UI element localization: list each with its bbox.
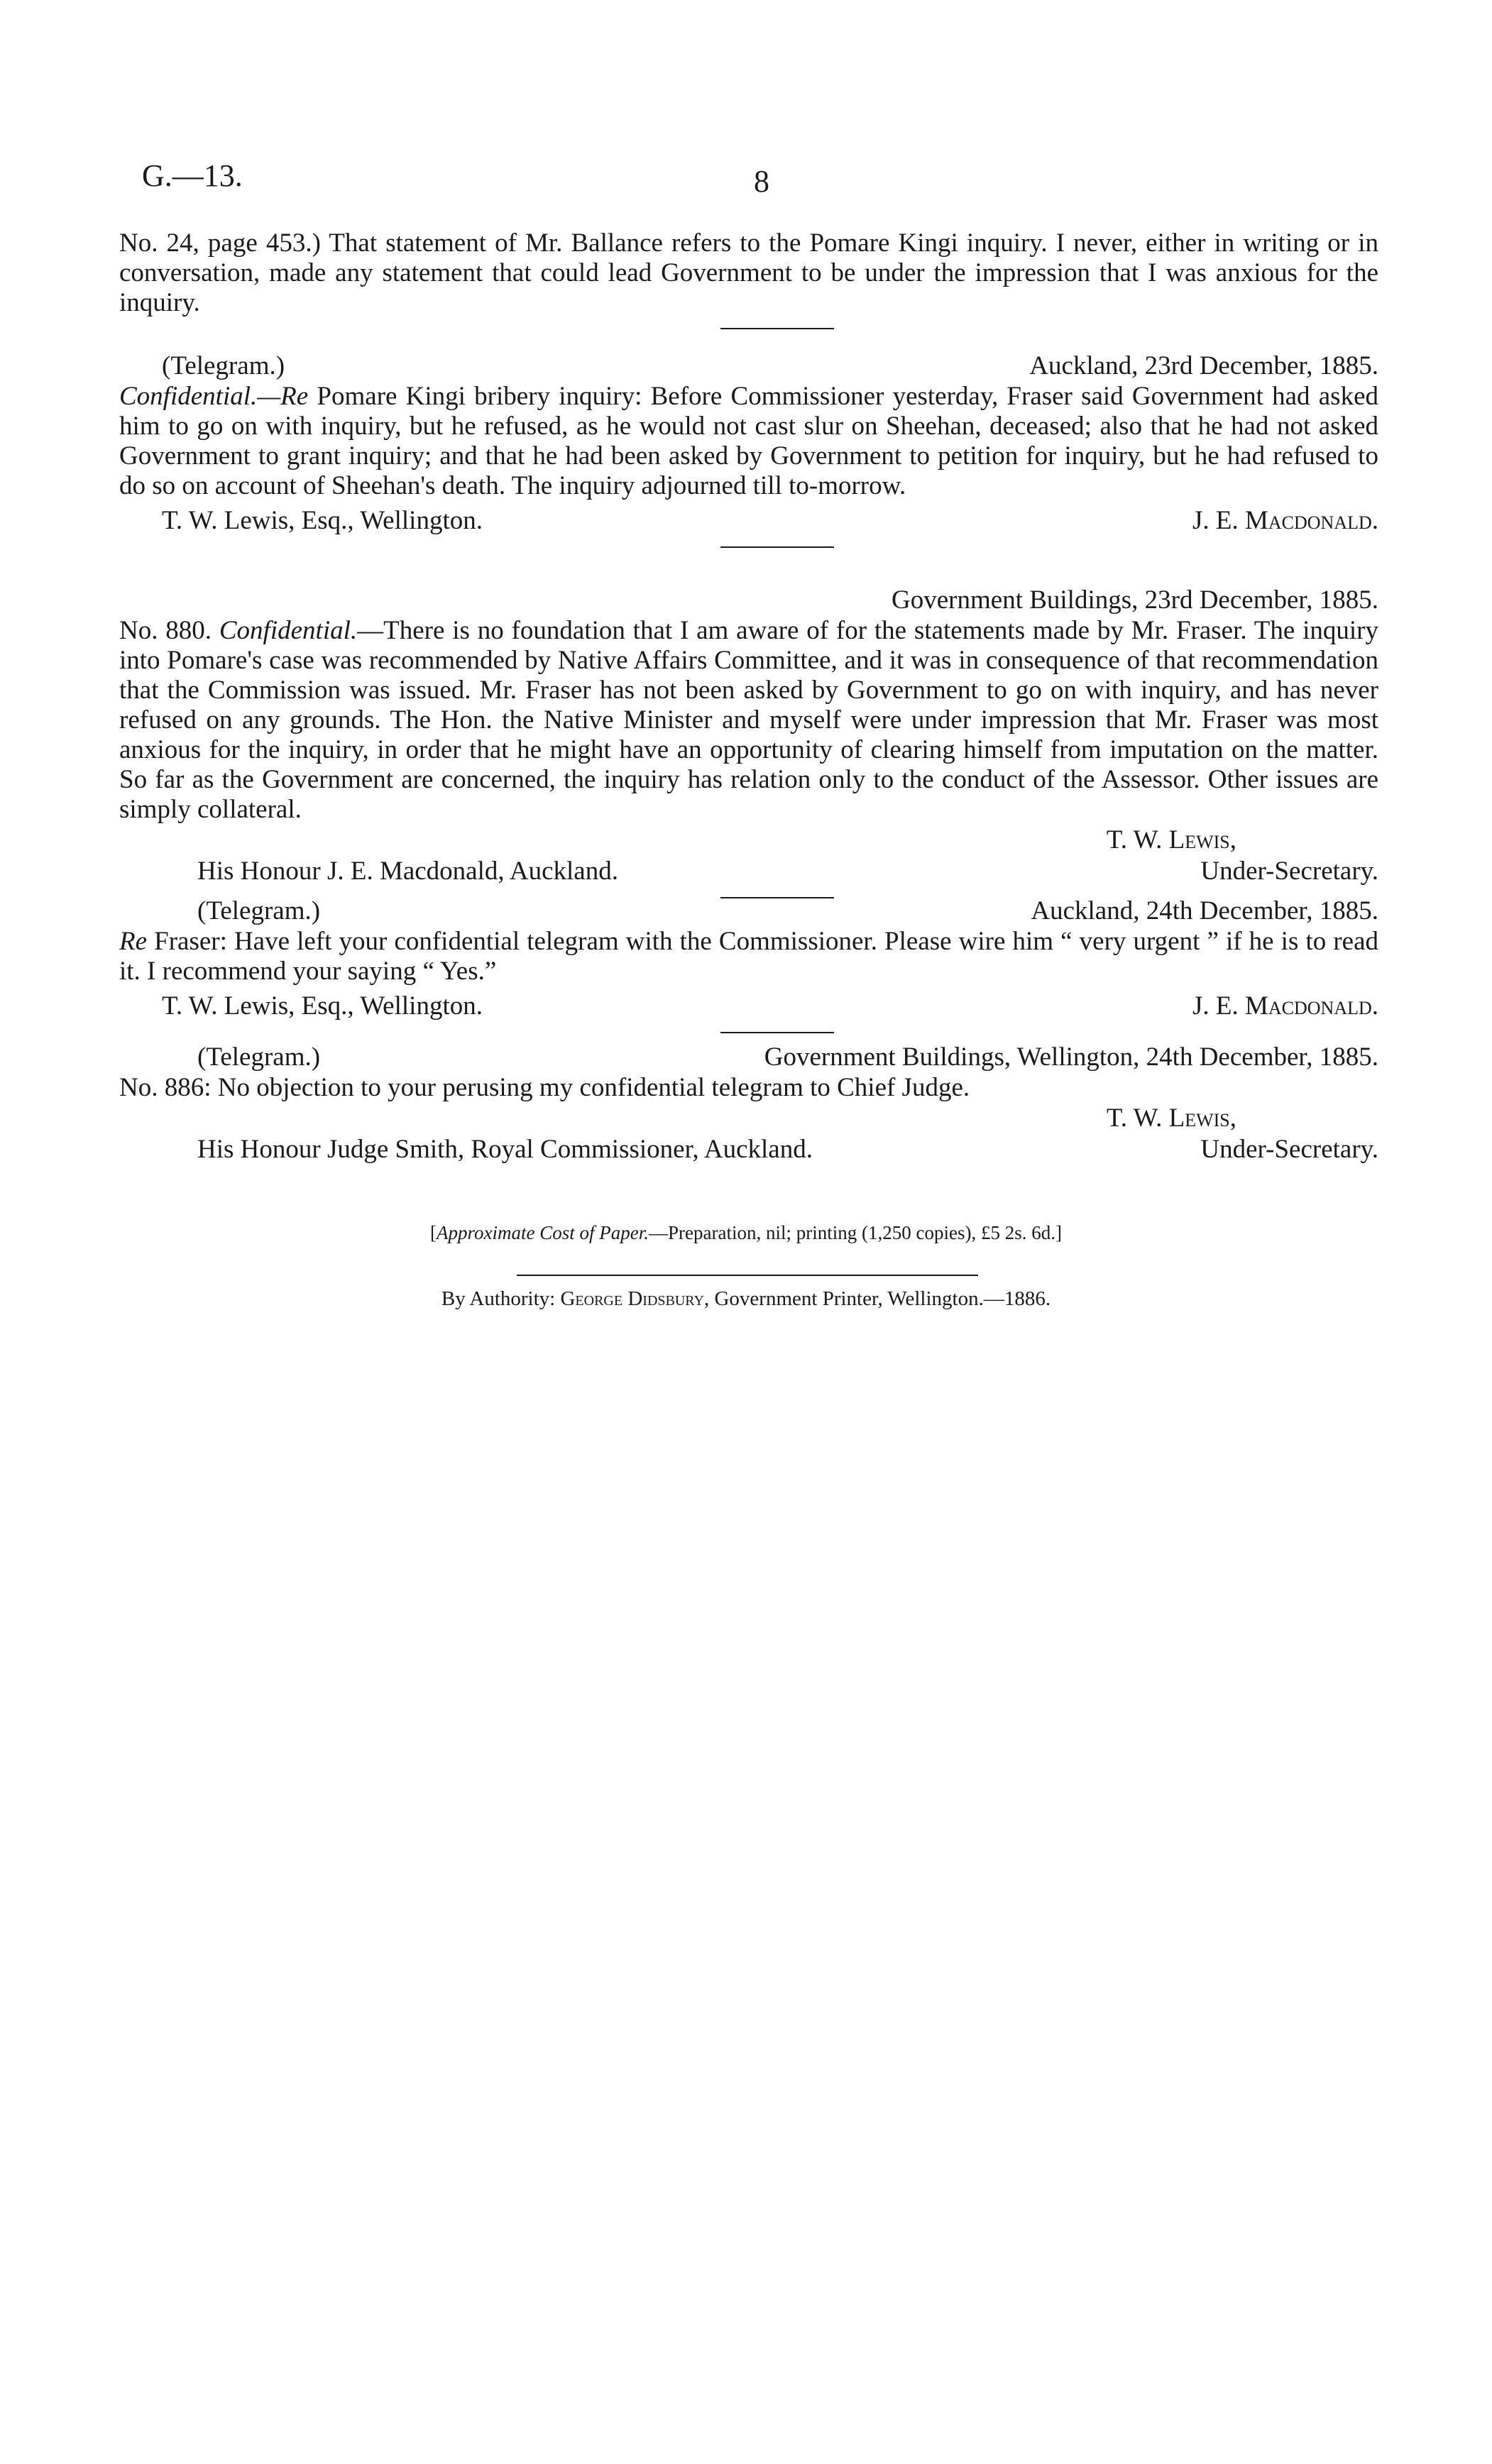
letter-880	[119, 585, 1378, 908]
letter-880-lead: Confidential.	[219, 616, 358, 645]
letter-880-place-date: Government Buildings, 23rd December, 1885.	[892, 585, 1378, 615]
telegram-1-heading	[119, 351, 1378, 382]
letter-880-footer	[119, 856, 1378, 887]
letter-880-number: No. 880.	[119, 616, 212, 645]
intro-paragraph: No. 24, page 453.) That statement of Mr. Ballance refers to the Pomare Kingi inquiry. I never, either in writing or in conversation, made any statement that could lead Government to be under the impression that I was anxious for the inquiry.	[119, 229, 1378, 317]
telegram-1-body	[119, 382, 1378, 501]
authority-suffix: , Government Printer, Wellington.—1886.	[703, 1287, 1051, 1310]
telegram-1-footer	[119, 505, 1378, 537]
telegram-1-place-date: Auckland, 23rd December, 1885.	[1029, 351, 1378, 380]
letter-880-text: —There is no foundation that I am aware of for the statements made by Mr. Fraser. The inquiry into Pomare's case was recommended by Native Affairs Committee, and it was in consequence of that recommendation that the Commission was issued. Mr. Fraser has not been asked by Government to go on with inquiry, and has never refused on any grounds. The Hon. the Native Minister and myself were under impression that Mr. Fraser was most anxious for the inquiry, in order that he might have an opportunity of clearing himself from imputation on the matter. So far as the Government are concerned, the inquiry has relation only to the conduct of the Assessor. Other issues are simply collateral.	[119, 616, 1378, 824]
authority-printer: George Didsbury	[560, 1287, 704, 1310]
page-number: 8	[754, 164, 769, 199]
printer-authority	[0, 1287, 1492, 1311]
telegram-3-title: Under-Secretary.	[1200, 1135, 1378, 1164]
telegram-1-kind: (Telegram.)	[162, 351, 285, 380]
footer-divider	[517, 1275, 978, 1276]
letter-880-body	[119, 616, 1378, 825]
section-divider	[720, 328, 834, 329]
letter-880-sign-row	[119, 825, 1378, 856]
telegram-3-heading	[119, 1042, 1378, 1073]
section-divider	[720, 546, 834, 548]
telegram-2-place-date: Auckland, 24th December, 1885.	[1031, 896, 1378, 925]
letter-880-title: Under-Secretary.	[1200, 857, 1378, 886]
telegram-2-lead: Re	[119, 927, 148, 956]
document-reference: G.—13.	[142, 158, 243, 193]
intro-section	[119, 229, 1378, 339]
telegram-3	[119, 1042, 1378, 1165]
cost-label: Approximate Cost of Paper.	[437, 1222, 649, 1243]
telegram-1-text: Pomare Kingi bribery inquiry: Before Commissioner yesterday, Fraser said Government had asked him to go on with inquiry, but he refused, as he would not cast slur on Sheehan, deceased; also that he had not asked Government to grant inquiry; and that he had been asked by Government to petition for inquiry, but he had refused to do so on account of Sheehan's death. The inquiry adjourned till to-morrow.	[119, 382, 1378, 500]
telegram-3-place-date: Government Buildings, Wellington, 24th December, 1885.	[764, 1043, 1378, 1072]
telegram-1-signature: J. E. Macdonald.	[1192, 506, 1378, 535]
telegram-2	[119, 896, 1378, 1043]
letter-880-signature: T. W. Lewis,	[1106, 825, 1236, 854]
telegram-3-kind: (Telegram.)	[197, 1043, 321, 1072]
telegram-1	[119, 351, 1378, 558]
cost-of-paper-note: [Approximate Cost of Paper.—Preparation, nil; printing (1,250 copies), £5 2s. 6d.]	[430, 1222, 1062, 1243]
authority-prefix: By Authority:	[441, 1287, 561, 1310]
telegram-2-body	[119, 927, 1378, 986]
telegram-2-heading	[119, 896, 1378, 927]
telegram-1-addressee: T. W. Lewis, Esq., Wellington.	[162, 506, 483, 535]
telegram-3-addressee: His Honour Judge Smith, Royal Commissioner, Auckland.	[197, 1135, 813, 1164]
telegram-2-kind: (Telegram.)	[197, 896, 321, 925]
letter-880-addressee: His Honour J. E. Macdonald, Auckland.	[197, 857, 618, 886]
section-divider	[720, 1032, 834, 1033]
telegram-2-addressee: T. W. Lewis, Esq., Wellington.	[162, 991, 483, 1021]
telegram-2-footer	[119, 991, 1378, 1022]
telegram-3-signature: T. W. Lewis,	[1106, 1104, 1236, 1133]
telegram-1-lead: Confidential.—Re	[119, 382, 309, 411]
telegram-3-footer	[119, 1134, 1378, 1165]
telegram-2-signature: J. E. Macdonald.	[1192, 991, 1378, 1021]
telegram-3-body: No. 886: No objection to your perusing my confidential telegram to Chief Judge.	[119, 1073, 970, 1102]
telegram-2-text: Fraser: Have left your confidential telegram with the Commissioner. Please wire him “ very urgent ” if he is to read it. I recommend your saying “ Yes.”	[119, 927, 1378, 986]
telegram-3-sign-row	[119, 1103, 1378, 1134]
cost-details: —Preparation, nil; printing (1,250 copies), £5 2s. 6d.	[649, 1222, 1055, 1243]
